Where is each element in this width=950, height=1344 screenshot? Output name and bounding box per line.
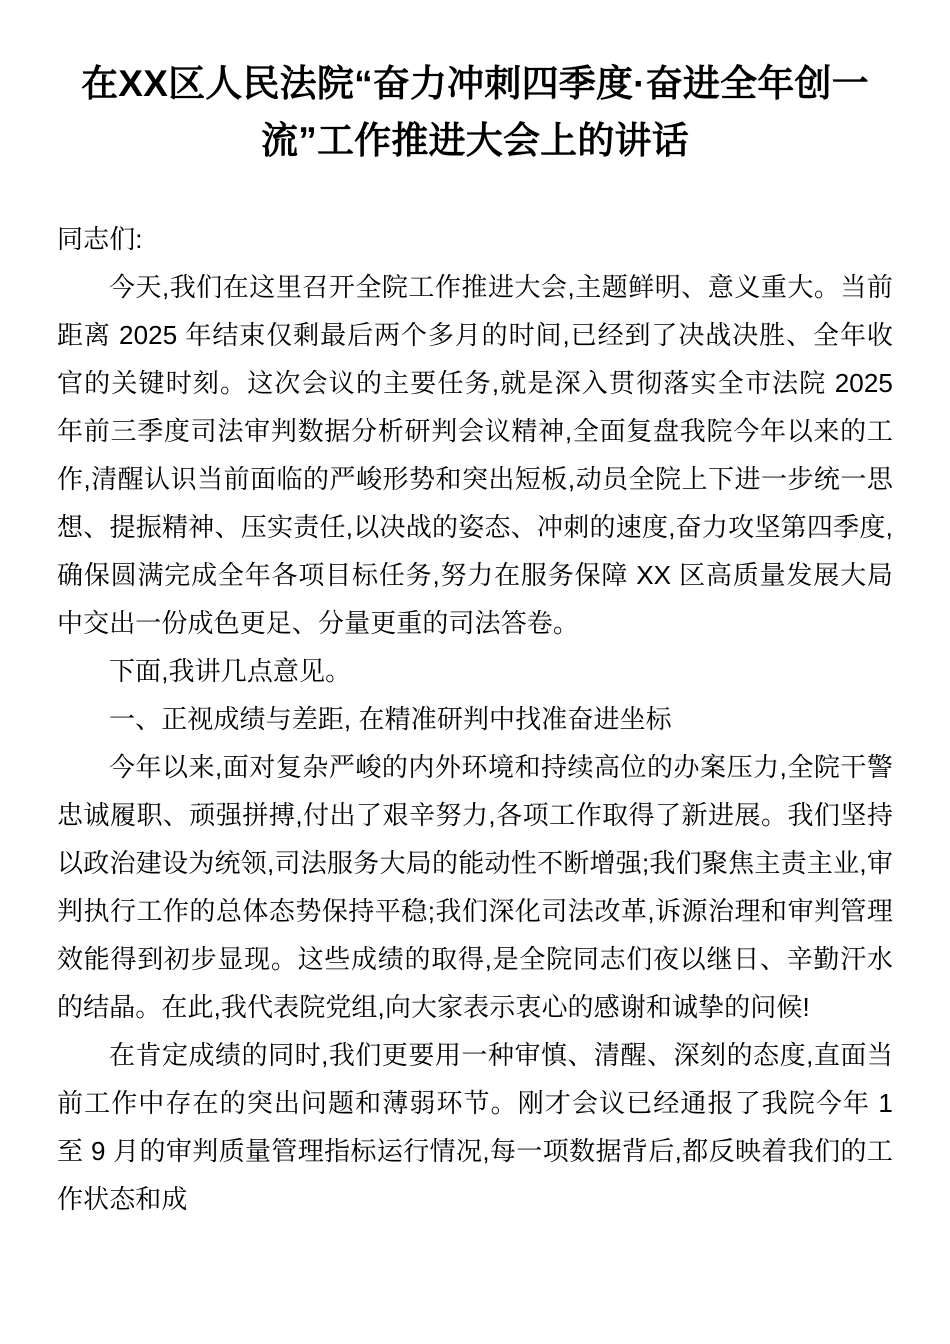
section-heading-one: 一、正视成绩与差距, 在精准研判中找准奋进坐标	[109, 704, 672, 734]
paragraph-opening: 今天,我们在这里召开全院工作推进大会,主题鲜明、意义重大。当前距离 2025 年结束仅剩最后两个多月的时间,已经到了决战决胜、全年收官的关键时刻。这次会议的主要任务,就是深入贯彻落实全市法院 2025 年前三季度司法审判数据分析研判会议精神,全面复盘我院今年以来的工作,清醒认识当前面临的严峻形势和突出短板,动员全院上下进一步统一思想、提振精神、压实责任,以决战的姿态、冲刺的速度,奋力攻坚第四季度,确保圆满完成全年各项目标任务,努力在服务保障 XX 区高质量发展大局中交出一份成色更足、分量更重的司法答卷。	[57, 272, 893, 638]
document-content	[57, 0, 893, 1223]
paragraph-transition: 下面,我讲几点意见。	[109, 656, 352, 686]
document-body	[57, 215, 893, 1223]
paragraph-salutation: 同志们:	[57, 224, 143, 254]
page-title: 在XX区人民法院“奋力冲刺四季度·奋进全年创一流”工作推进大会上的讲话	[81, 63, 869, 161]
paragraph-problems: 在肯定成绩的同时,我们更要用一种审慎、清醒、深刻的态度,直面当前工作中存在的突出问题和薄弱环节。刚才会议已经通报了我院今年 1 至 9 月的审判质量管理指标运行情况,每一项数据背后,都反映着我们的工作状态和成	[57, 1040, 893, 1214]
paragraph-achievements: 今年以来,面对复杂严峻的内外环境和持续高位的办案压力,全院干警忠诚履职、顽强拼搏,付出了艰辛努力,各项工作取得了新进展。我们坚持以政治建设为统领,司法服务大局的能动性不断增强;我们聚焦主责主业,审判执行工作的总体态势保持平稳;我们深化司法改革,诉源治理和审判管理效能得到初步显现。这些成绩的取得,是全院同志们夜以继日、辛勤汗水的结晶。在此,我代表院党组,向大家表示衷心的感谢和诚挚的问候!	[57, 752, 893, 1022]
